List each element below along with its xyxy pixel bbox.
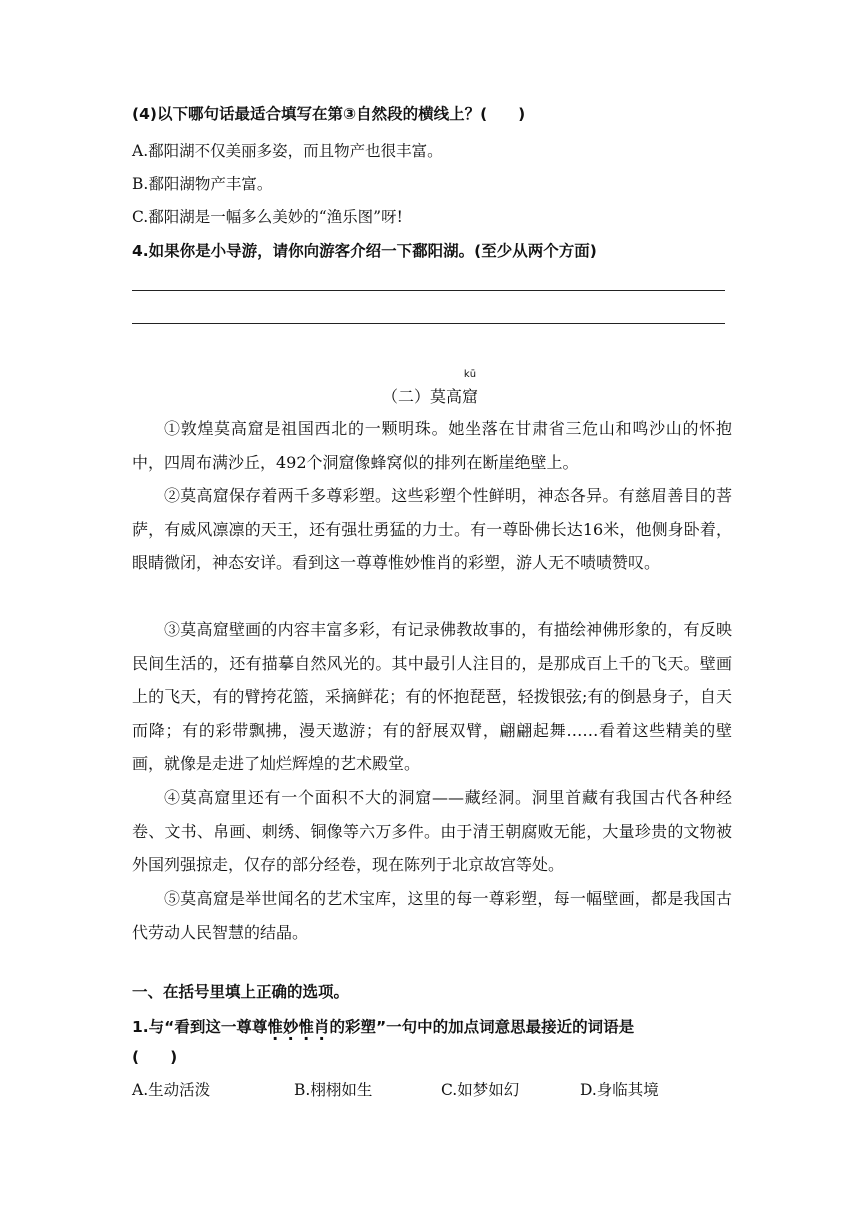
part-1-heading: 一、在括号里填上正确的选项。	[132, 983, 350, 1001]
paragraph-3: ③莫高窟壁画的内容丰富多彩，有记录佛教故事的，有描绘神佛形象的，有反映民间生活的，还有描摹自然风光的。其中最引人注目的，是那成百上千的飞天。壁画上的飞天，有的臂挎花篮，采摘鲜花；有的怀抱琵琶，轻拨银弦;有的倒悬身子，自天而降；有的彩带飘拂，漫天遨游；有的舒展双臂，翩翩起舞……看着这些精美的壁画，就像是走进了灿烂辉煌的艺术殿堂。	[132, 620, 732, 773]
pinyin-annotation: kū	[463, 369, 477, 380]
q1-option-a: A.生动活泼	[132, 1081, 211, 1099]
option-a: A.鄱阳湖不仅美丽多姿，而且物产也很丰富。	[132, 142, 443, 160]
title-ruby	[462, 369, 479, 407]
q1-option-d: D.身临其境	[580, 1081, 659, 1099]
q1-answer-paren: ( )	[132, 1048, 178, 1066]
dotted-char-1: 惟	[267, 1018, 283, 1036]
question-4: (4)以下哪句话最适合填写在第③自然段的横线上？( )	[132, 105, 526, 123]
q1-option-c: C.如梦如幻	[441, 1081, 520, 1099]
option-c: C.鄱阳湖是一幅多么美妙的“渔乐图”呀!	[132, 208, 403, 226]
section-title-prefix: （二）莫高	[381, 387, 462, 406]
answer-line-1[interactable]	[132, 290, 725, 291]
dotted-char-3: 惟	[298, 1018, 314, 1036]
title-char: 窟	[462, 387, 479, 406]
question-1	[132, 1016, 634, 1038]
paragraph-4: ④莫高窟里还有一个面积不大的洞窟——藏经洞。洞里首藏有我国古代各种经卷、文书、帛画、刺绣、铜像等六万多件。由于清王朝腐败无能，大量珍贵的文物被外国列强掠走，仅存的部分经卷，现在陈列于北京故宫等处。	[132, 788, 732, 874]
section-title	[0, 369, 860, 407]
q1-prefix: 1.与“看到这一尊尊	[132, 1018, 268, 1036]
paragraph-2: ②莫高窟保存着两千多尊彩塑。这些彩塑个性鲜明，神态各异。有慈眉善目的菩萨，有威风凛凛的天王，还有强壮勇猛的力士。有一尊卧佛长达16米，他侧身卧着，眼睛微闭，神态安详。看到这一尊尊惟妙惟肖的彩塑，游人无不啧啧赞叹。	[132, 486, 732, 572]
dotted-char-2: 妙	[282, 1018, 299, 1036]
paragraph-5: ⑤莫高窟是举世闻名的艺术宝库，这里的每一尊彩塑，每一幅壁画，都是我国古代劳动人民智慧的结晶。	[132, 889, 732, 942]
task-4-prompt: 4.如果你是小导游，请你向游客介绍一下鄱阳湖。(至少从两个方面)	[132, 242, 597, 260]
dotted-char-4: 肖	[313, 1018, 330, 1036]
paragraph-1: ①敦煌莫高窟是祖国西北的一颗明珠。她坐落在甘肃省三危山和鸣沙山的怀抱中，四周布满沙丘，492个洞窟像蜂窝似的排列在断崖绝壁上。	[132, 419, 732, 472]
answer-line-2[interactable]	[132, 323, 725, 324]
option-b: B.鄱阳湖物产丰富。	[132, 175, 273, 193]
q1-suffix: 的彩塑”一句中的加点词意思最接近的词语是	[329, 1018, 635, 1036]
q1-option-b: B.栩栩如生	[294, 1081, 373, 1099]
